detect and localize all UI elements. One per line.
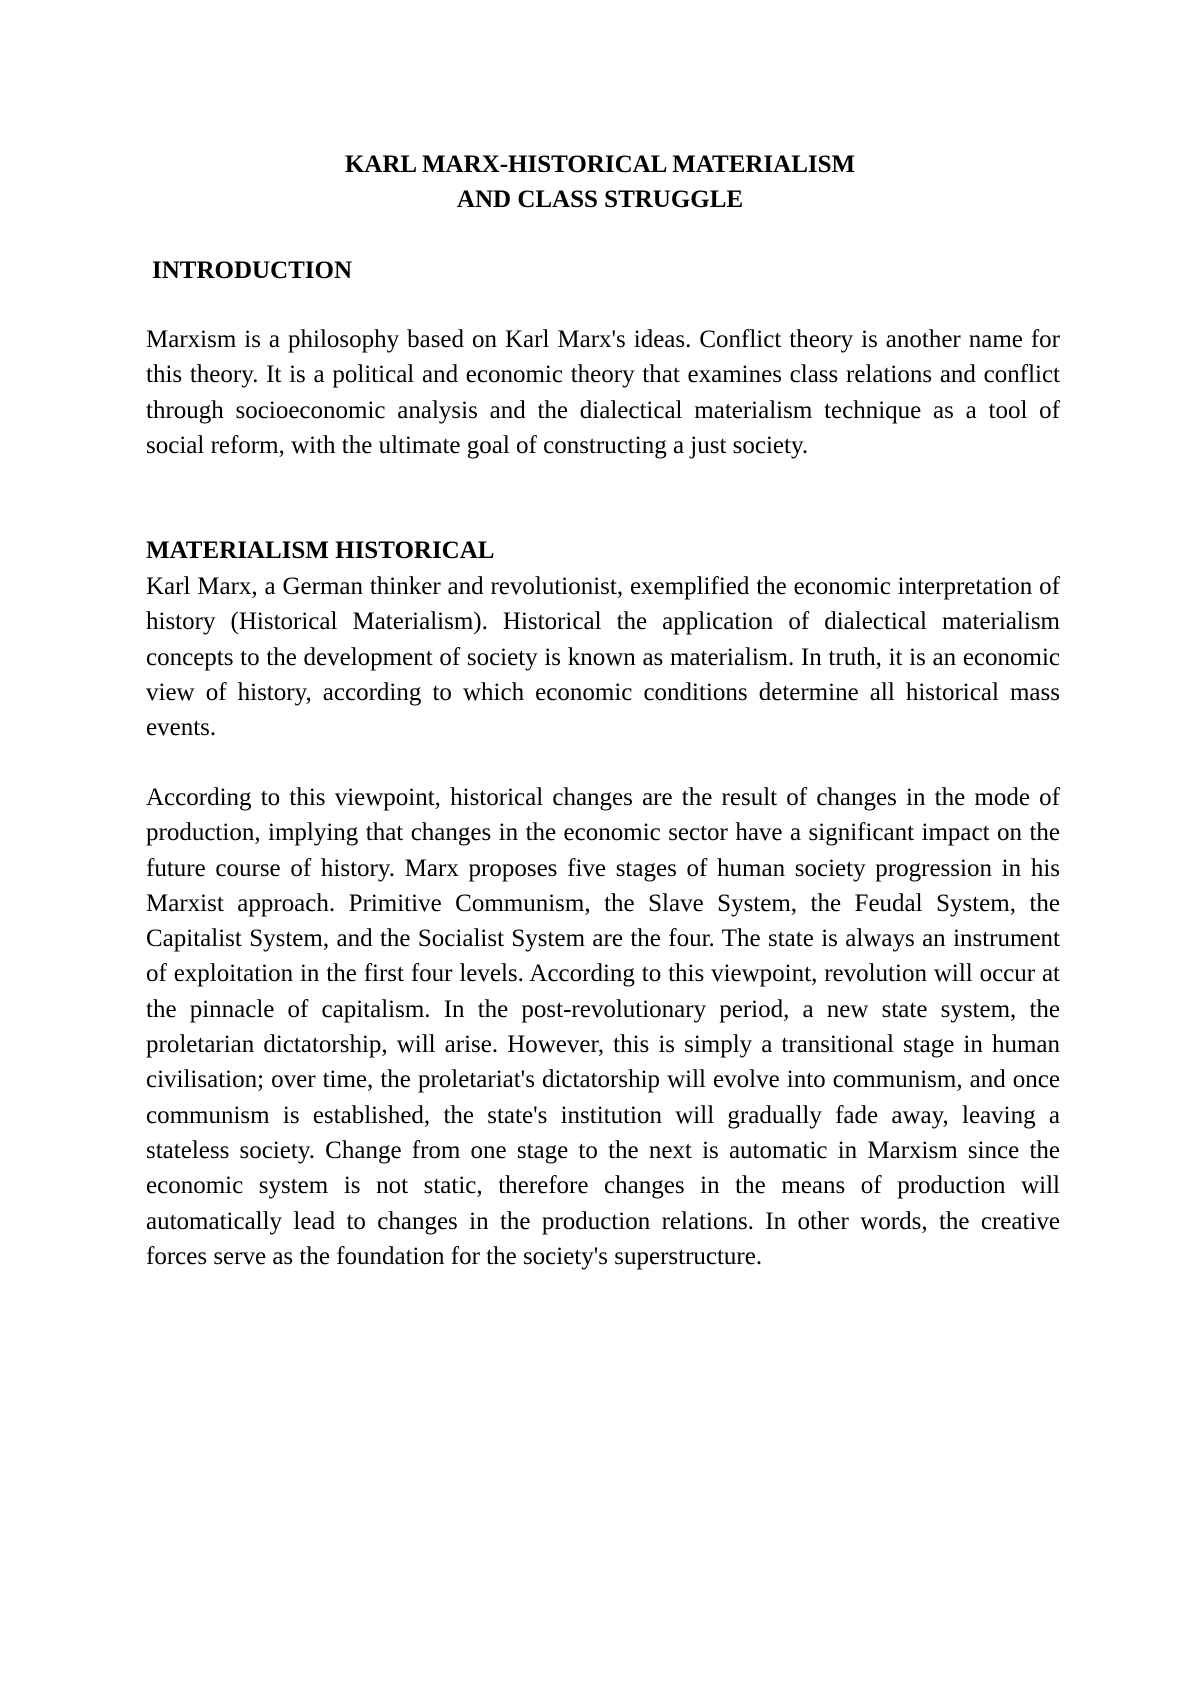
title-line-1: KARL MARX-HISTORICAL MATERIALISM — [344, 151, 856, 178]
materialism-paragraph-1: Karl Marx, a German thinker and revolutionist, exemplified the economic interpretation of history (Historical Materialism). Historical the application of dialectical materialism concepts to the development of society is known as materialism. In truth, it is an economic view of history, according to which economic conditions determine all historical mass events. — [146, 573, 1060, 742]
document-title — [0, 147, 1200, 217]
title-line-2: AND CLASS STRUGGLE — [456, 186, 744, 213]
materialism-paragraph-2: According to this viewpoint, historical changes are the result of changes in the mode of production, implying that changes in the economic sector have a significant impact on the future course of history. Marx proposes five stages of human society progression in his Marxist approach. Primitive Communism, the Slave System, the Feudal System, the Capitalist System, and the Socialist System are the four. The state is always an instrument of exploitation in the first four levels. According to this viewpoint, revolution will occur at the pinnacle of capitalism. In the post-revolutionary period, a new state system, the proletarian dictatorship, will arise. However, this is simply a transitional stage in human civilisation; over time, the proletariat's dictatorship will evolve into communism, and once communism is established, the state's institution will gradually fade away, leaving a stateless society. Change from one stage to the next is automatic in Marxism since the economic system is not static, therefore changes in the means of production will automatically lead to changes in the production relations. In other words, the creative forces serve as the foundation for the society's superstructure. — [146, 784, 1060, 1270]
introduction-heading: INTRODUCTION — [152, 257, 353, 284]
introduction-paragraph: Marxism is a philosophy based on Karl Marx's ideas. Conflict theory is another name for this theory. It is a political and economic theory that examines class relations and conflict through socioeconomic analysis and the dialectical materialism technique as a tool of social reform, with the ultimate goal of constructing a just society. — [146, 326, 1060, 459]
materialism-historical-heading: MATERIALISM HISTORICAL — [146, 537, 495, 564]
